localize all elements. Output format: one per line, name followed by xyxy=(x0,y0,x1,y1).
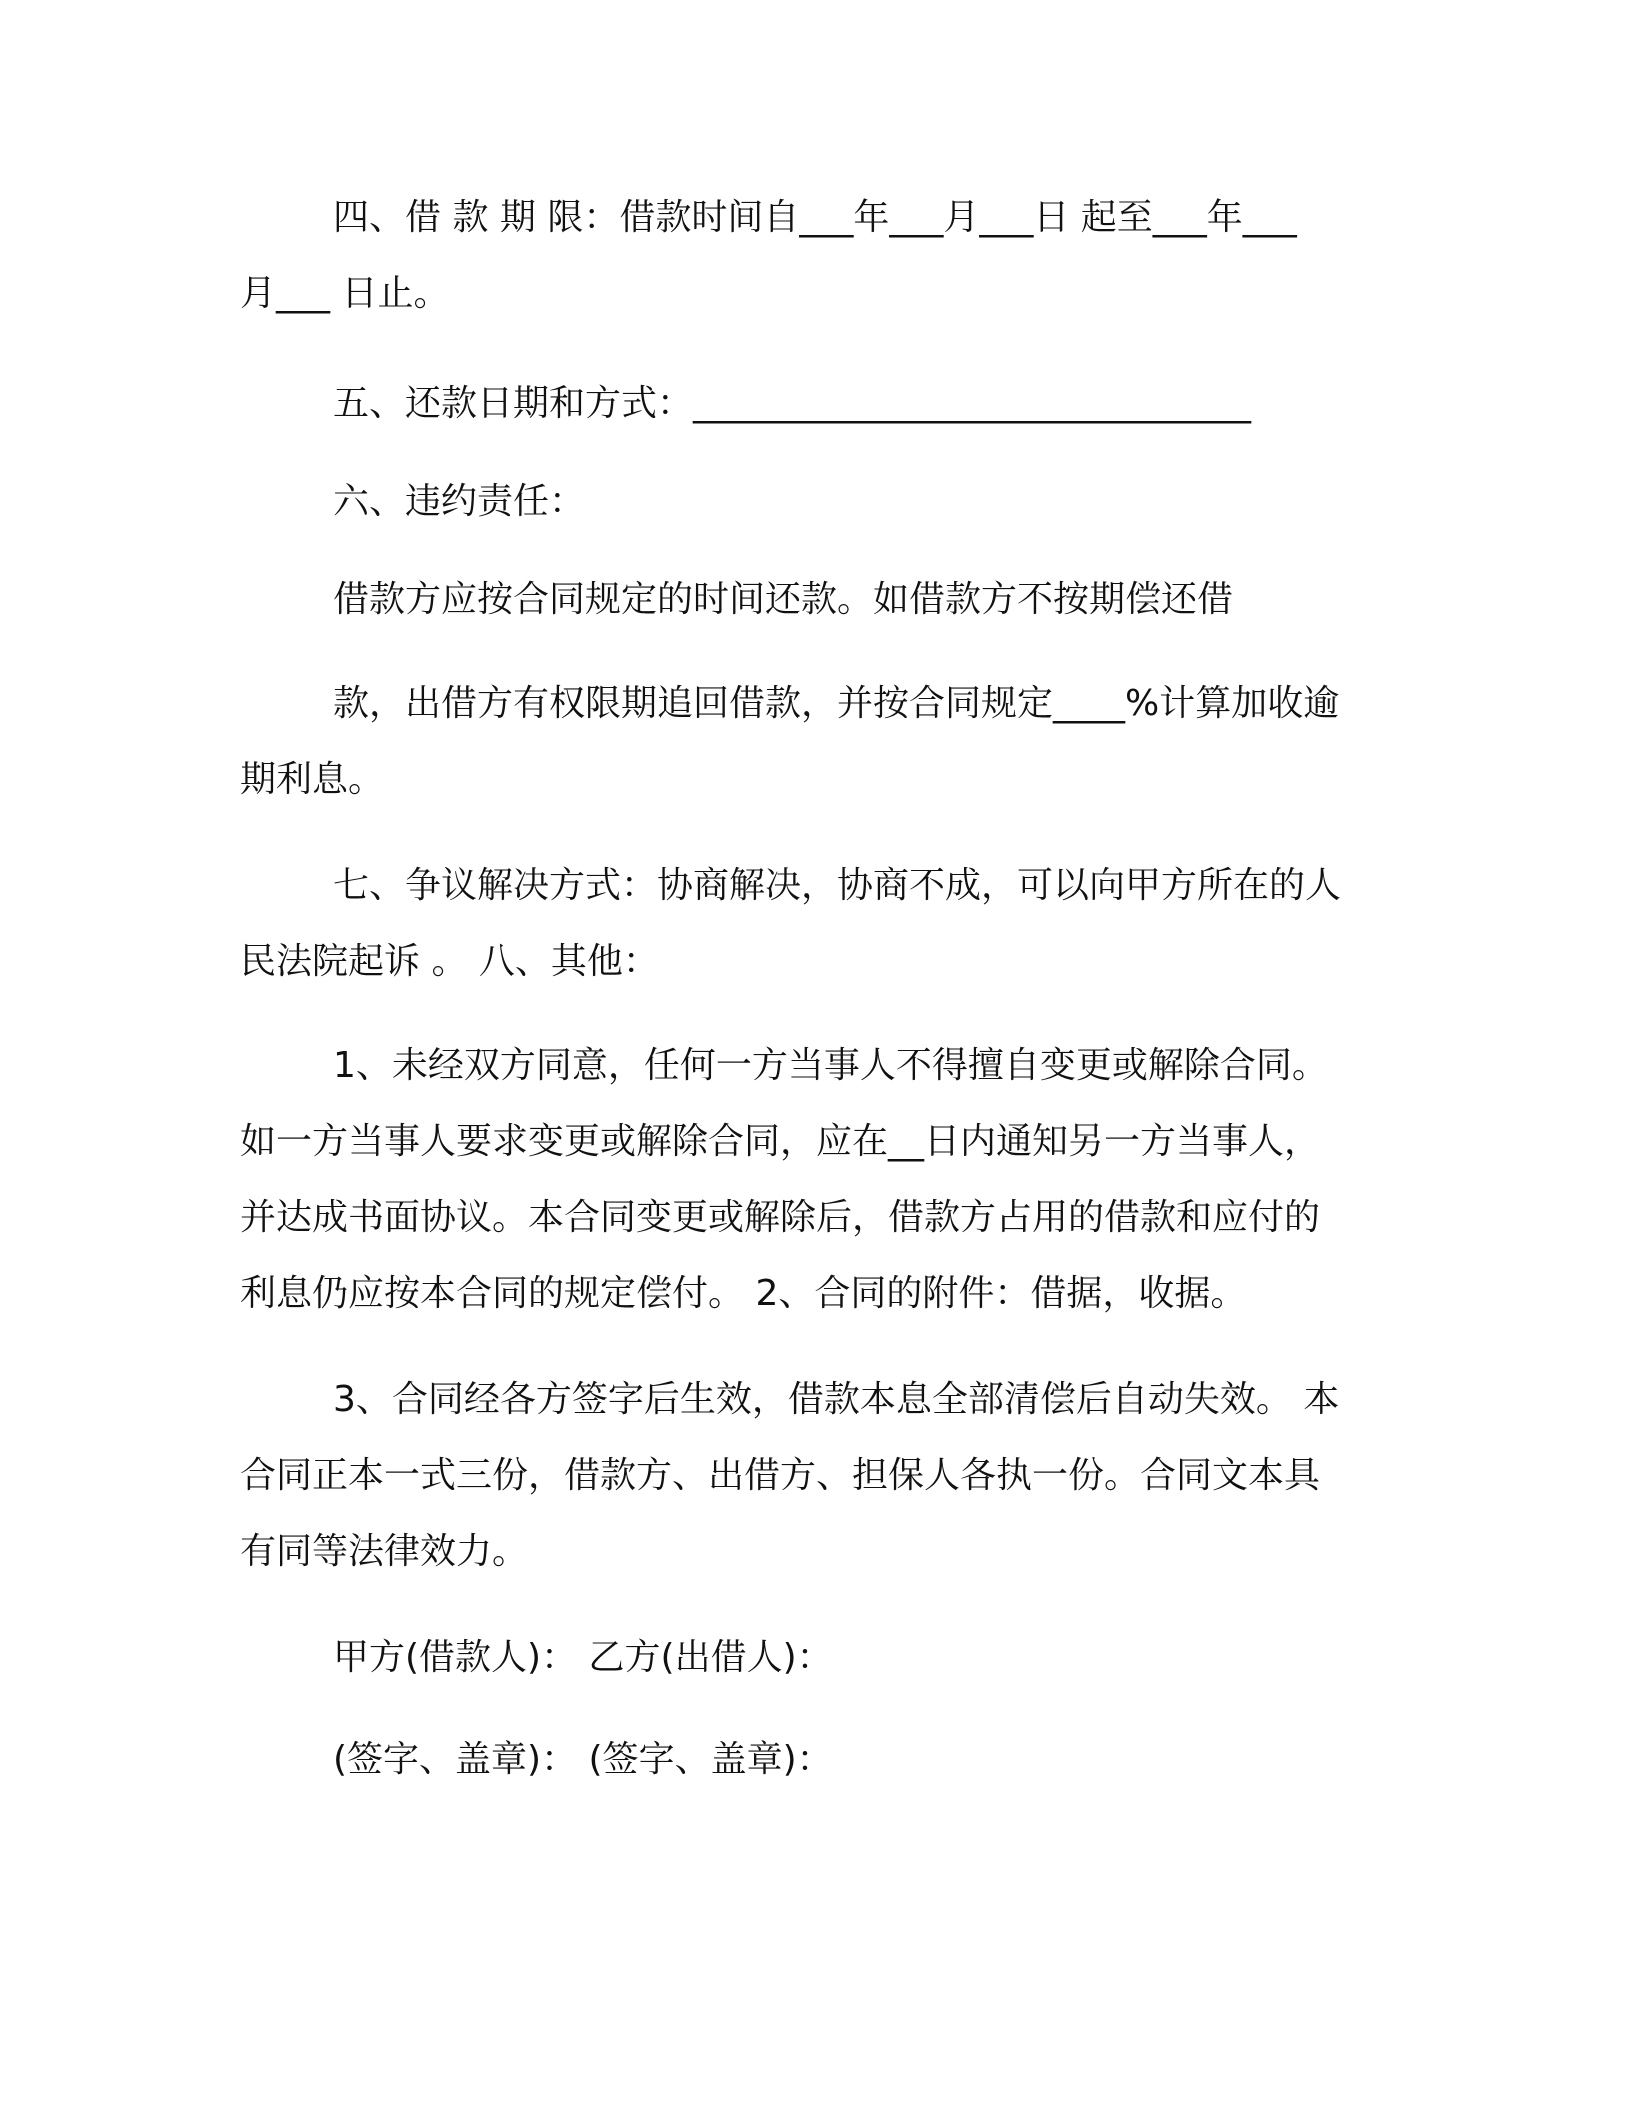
section6-heading: 六、违约责任： xyxy=(333,481,586,522)
item1-line4: 利息仍应按本合同的规定偿付。 2、合同的附件：借据，收据。 xyxy=(240,1273,1247,1314)
item3-line3: 有同等法律效力。 xyxy=(240,1531,529,1572)
section4-line1: 四、借 款 期 限：借款时间自___年___月___日 起至___年___ xyxy=(333,197,1297,238)
section6-para2-line1: 款，出借方有权限期追回借款，并按合同规定____%计算加收逾 xyxy=(333,683,1340,724)
item3-line2: 合同正本一式三份，借款方、出借方、担保人各执一份。合同文本具 xyxy=(240,1455,1321,1496)
item1-line1: 1、未经双方同意，任何一方当事人不得擅自变更或解除合同。 xyxy=(333,1045,1328,1086)
signature-parties: 甲方(借款人)： 乙方(出借人)： xyxy=(333,1637,833,1678)
section4-line2: 月___ 日止。 xyxy=(240,273,450,314)
item3-line1: 3、合同经各方签字后生效，借款本息全部清偿后自动失效。 本 xyxy=(333,1379,1340,1420)
signature-stamps: (签字、盖章)： (签字、盖章)： xyxy=(333,1739,833,1780)
section6-para2-line2: 期利息。 xyxy=(240,759,385,800)
item1-line3: 并达成书面协议。本合同变更或解除后，借款方占用的借款和应付的 xyxy=(240,1197,1321,1238)
item1-line2: 如一方当事人要求变更或解除合同，应在__日内通知另一方当事人， xyxy=(240,1121,1321,1162)
section6-para1: 借款方应按合同规定的时间还款。如借款方不按期偿还借 xyxy=(333,579,1234,620)
section7-line1: 七、争议解决方式：协商解决，协商不成，可以向甲方所在的人 xyxy=(333,865,1342,906)
section7-line2: 民法院起诉 。 八、其他： xyxy=(240,941,659,982)
section5-line1: 五、还款日期和方式：_______________________________ xyxy=(333,383,1252,424)
